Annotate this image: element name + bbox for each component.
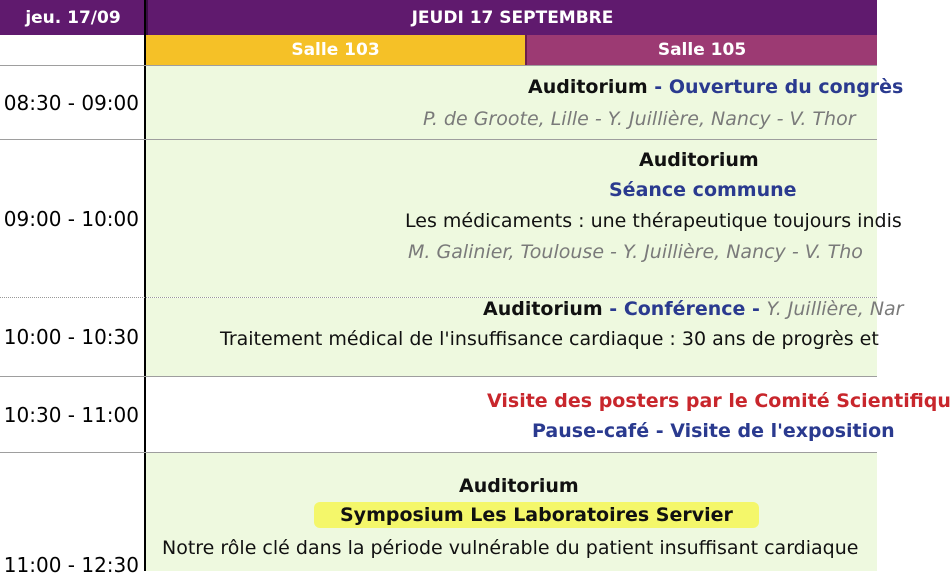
- room-header-103: Salle 103: [146, 35, 525, 65]
- blank-header-cell: [0, 35, 146, 65]
- time-label: 11:00 - 12:30: [3, 553, 139, 577]
- room-header-105: Salle 105: [525, 35, 877, 65]
- chair-name: Y. Juillière, Nar: [766, 298, 904, 320]
- venue-label: Auditorium: [639, 149, 759, 171]
- speakers-line: M. Galinier, Toulouse - Y. Juillière, Nancy - V. Tho: [408, 241, 863, 263]
- session-heading: [483, 298, 903, 320]
- session-title: Séance commune: [609, 179, 797, 201]
- separator: -: [647, 76, 669, 98]
- session-heading: [528, 76, 903, 98]
- session-title: Conférence: [623, 298, 746, 320]
- symposium-title: [314, 504, 759, 526]
- venue-label: Auditorium: [528, 76, 648, 98]
- time-slot: 09:00 - 10:00: [0, 140, 146, 297]
- time-slot: 10:00 - 10:30: [0, 298, 146, 376]
- coffee-break-line: Pause-café - Visite de l'exposition: [532, 420, 895, 442]
- session-cell: [146, 140, 902, 297]
- separator: -: [602, 298, 624, 320]
- session-title: Ouverture du congrès: [668, 76, 904, 98]
- topic-line: Traitement médical de l'insuffisance cardiaque : 30 ans de progrès et: [220, 328, 879, 350]
- session-cell: [146, 453, 877, 571]
- time-slot: 08:30 - 09:00: [0, 66, 146, 139]
- session-cell: [146, 298, 904, 376]
- poster-visit-line: Visite des posters par le Comité Scientifiqu: [487, 390, 951, 412]
- time-slot: [0, 453, 146, 577]
- day-title: JEUDI 17 SEPTEMBRE: [146, 0, 877, 35]
- topic-line: Les médicaments : une thérapeutique toujours indis: [405, 210, 902, 232]
- date-header: jeu. 17/09: [0, 0, 146, 35]
- venue-label: Auditorium: [483, 298, 603, 320]
- separator: -: [745, 298, 767, 320]
- venue-label: Auditorium: [459, 475, 579, 497]
- break-cell: [146, 377, 951, 452]
- time-slot: 10:30 - 11:00: [0, 377, 146, 452]
- symposium-highlight: Symposium Les Laboratoires Servier: [314, 502, 759, 528]
- session-cell: [146, 66, 904, 139]
- speakers-line: P. de Groote, Lille - Y. Juillière, Nancy - V. Thor: [423, 108, 856, 130]
- topic-line: Notre rôle clé dans la période vulnérable du patient insuffisant cardiaque: [162, 537, 859, 559]
